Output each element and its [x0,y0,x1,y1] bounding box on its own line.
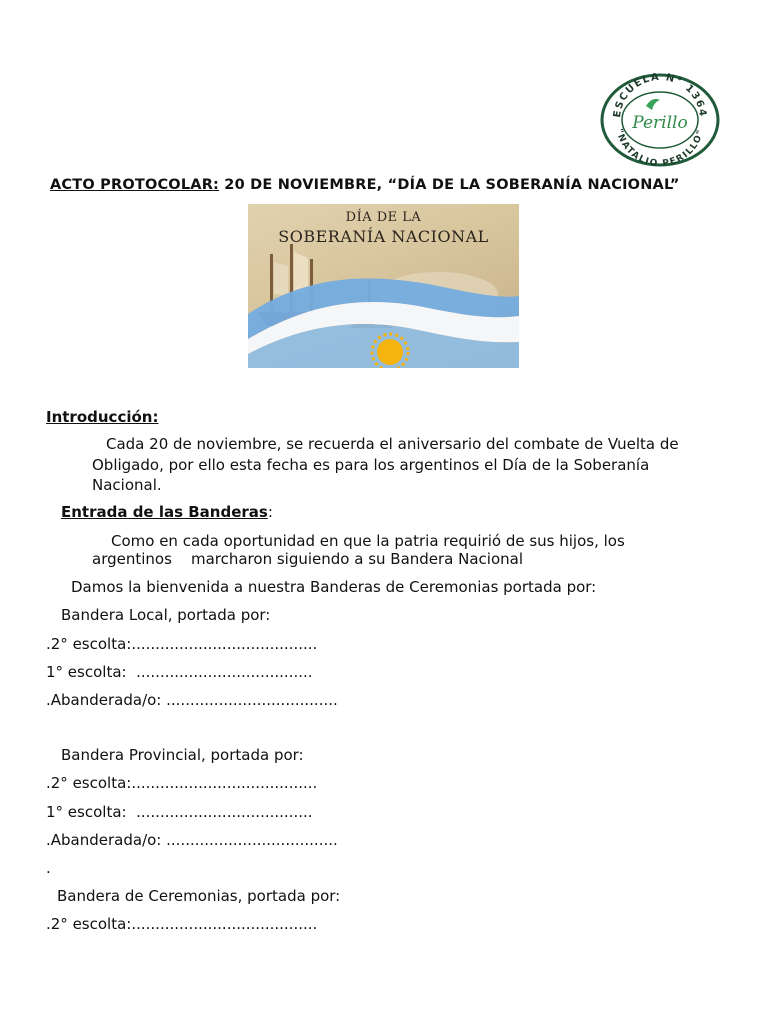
seal-top-text: ESCUELA N° 1364 [611,72,709,119]
title-rest: 20 DE NOVIEMBRE, “DÍA DE LA SOBERANÍA NACIONAL” [219,177,680,193]
intro-heading: Introducción: [46,408,159,426]
title-label: ACTO PROTOCOLAR: [50,177,220,193]
soberania-banner-image [248,204,519,368]
seal-graphic [598,72,722,168]
ceremonias-escolta-2: .2° escolta:....................................... [46,915,318,933]
school-seal-logo [598,72,722,168]
local-escolta-1: 1° escolta: ..................................... [46,663,313,681]
banner-line-2: SOBERANÍA NACIONAL [278,227,489,246]
entrada-heading-colon: : [267,503,273,521]
provincial-escolta-1: 1° escolta: ..................................... [46,803,313,821]
provincial-escolta-2: .2° escolta:....................................... [46,774,318,792]
seal-bottom-text: "NATALIO PERILLO" [613,127,707,168]
local-title: Bandera Local, portada por: [61,606,271,624]
provincial-abanderada: .Abanderada/o: .................................... [46,831,338,849]
entrada-line-2: argentinos marcharon siguiendo a su Bandera Nacional [92,550,524,568]
seal-center-text: Perillo [632,113,688,133]
page-title [50,177,680,193]
local-escolta-2: .2° escolta:....................................... [46,635,318,653]
separator-dot: . [46,859,51,877]
ceremonias-title: Bandera de Ceremonias, portada por: [57,887,341,905]
provincial-title: Bandera Provincial, portada por: [61,746,304,764]
welcome-text: Damos la bienvenida a nuestra Banderas de Ceremonias portada por: [71,578,597,596]
entrada-heading [61,502,273,522]
intro-line-2: Obligado, por ello esta fecha es para los argentinos el Día de la Soberanía [92,456,650,474]
banner-line-1: DÍA DE LA [345,210,422,225]
entrada-line-1: Como en cada oportunidad en que la patria requirió de sus hijos, los [111,532,625,550]
intro-line-3: Nacional. [92,476,162,494]
local-abanderada: .Abanderada/o: .................................... [46,691,338,709]
entrada-heading-text: Entrada de las Banderas [61,503,268,521]
intro-line-1: Cada 20 de noviembre, se recuerda el aniversario del combate de Vuelta de [106,435,679,453]
